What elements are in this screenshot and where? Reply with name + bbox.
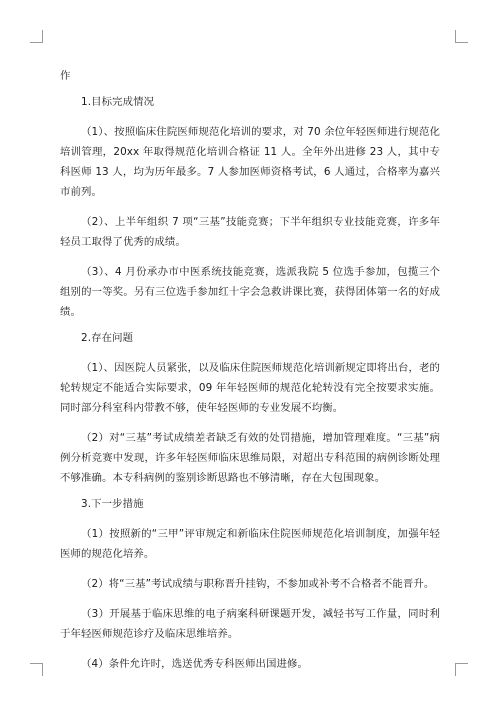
paragraph-step-2: （2）将“三基”考试成绩与职称晋升挂钩，不参加或补考不合格者不能晋升。: [81, 578, 435, 590]
crop-mark-bottom-left: [30, 663, 43, 676]
paragraph-continuation: 作: [60, 70, 71, 82]
paragraph-step-1: （1）按照新的“三甲”评审规定和新临床住院医师规范化培训制度，加强年轻医师的规范化培养。: [60, 528, 440, 560]
paragraph-goal-1: （1）、按照临床住院医师规范化培训的要求，对 70 余位年轻医师进行规范化培训管理，20xx 年取得规范化培训合格证 11 人。全年外出进修 23 人，其中专科医师 13 人，均为历年最多。7 人参加医师资格考试，6 人通过，合格率为嘉兴市前列。: [60, 126, 440, 198]
section-heading-goals: 1.目标完成情况: [81, 96, 155, 108]
document-body: [60, 66, 440, 674]
paragraph-problem-2: （2）对“三基”考试成绩差者缺乏有效的处罚措施，增加管理难度。“三基”病例分析竞赛中发现，许多年轻医师临床思维局限，对超出专科范围的病例诊断处理不够准确。本专科病例的鉴别诊断思路也不够清晰，存在大包围现象。: [60, 432, 440, 484]
crop-mark-top-right: [455, 30, 468, 43]
section-heading-problems: 2.存在问题: [81, 332, 134, 344]
section-heading-next-steps: 3.下一步措施: [81, 498, 144, 510]
paragraph-goal-2: （2）、上半年组织 7 项“三基”技能竞赛；下半年组织专业技能竞赛，许多年轻员工取得了优秀的成绩。: [60, 216, 440, 248]
crop-mark-bottom-right: [455, 663, 468, 676]
paragraph-step-4: （4）条件允许时，选送优秀专科医师出国进修。: [81, 658, 309, 670]
paragraph-problem-1: （1）、因医院人员紧张，以及临床住院医师规范化培训新规定即将出台，老的轮转规定不能适合实际要求，09 年年轻医师的规范化轮转没有完全按要求实施。同时部分科室科内带教不够，使年轻医师的专业发展不均衡。: [60, 362, 440, 414]
paragraph-goal-3: （3）、4 月份承办市中医系统技能竞赛，选派我院 5 位选手参加，包揽三个组别的一等奖。另有三位选手参加红十字会急救讲课比赛，获得团体第一名的好成绩。: [60, 266, 440, 318]
crop-mark-top-left: [30, 30, 43, 43]
paragraph-step-3: （3）开展基于临床思维的电子病案科研课题开发，减轻书写工作量，同时利于年轻医师规范诊疗及临床思维培养。: [60, 608, 440, 640]
